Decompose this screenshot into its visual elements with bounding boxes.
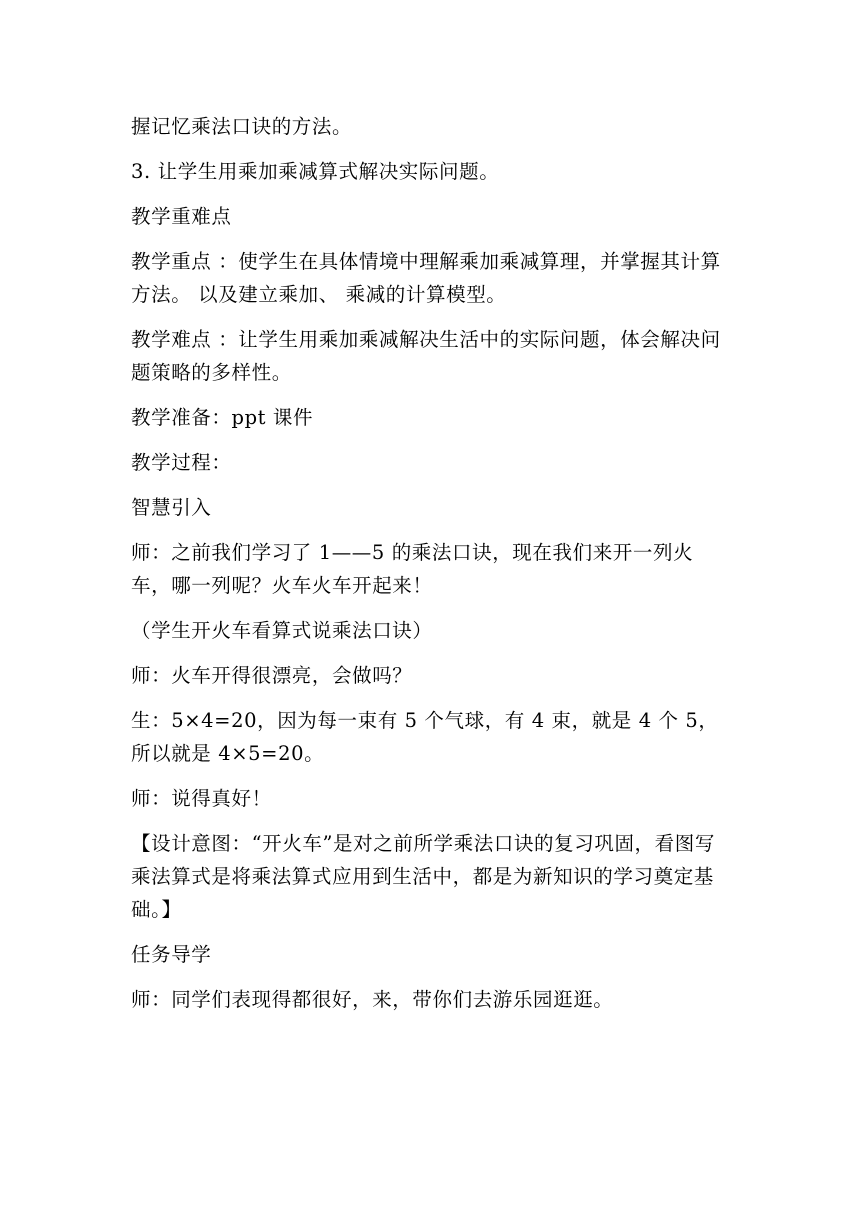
paragraph-objective-3: 3. 让学生用乘加乘减算式解决实际问题。: [131, 160, 500, 183]
paragraph-student-answer: 生：5×4=20，因为每一束有 5 个气球，有 4 束，就是 4 个 5，所以就是 4×5=20。: [131, 709, 719, 765]
paragraph-method-continuation: 握记忆乘法口诀的方法。: [131, 115, 353, 138]
paragraph-teacher-question: 师：火车开得很漂亮，会做吗？: [131, 664, 413, 687]
paragraph-student-activity: （学生开火车看算式说乘法口诀）: [131, 619, 433, 642]
paragraph-teacher-park: 师：同学们表现得都很好，来，带你们去游乐园逛逛。: [131, 988, 614, 1011]
paragraph-teacher-train: 师：之前我们学习了 1——5 的乘法口诀，现在我们来开一列火车，哪一列呢？火车火车开起来！: [131, 541, 694, 597]
paragraph-design-intent: 【设计意图：“开火车”是对之前所学乘法口诀的复习巩固，看图写乘法算式是将乘法算式应用到生活中，都是为新知识的学习奠定基础。】: [131, 832, 715, 921]
paragraph-teacher-praise: 师：说得真好！: [131, 787, 272, 810]
heading-task-guided-learning: 任务导学: [131, 943, 212, 966]
heading-smart-introduction: 智慧引入: [131, 496, 212, 519]
paragraph-key-point: 教学重点 ：使学生在具体情境中理解乘加乘减算理，并掌握其计算方法。 以及建立乘加、 乘减的计算模型。: [131, 250, 721, 306]
heading-key-difficult-points: 教学重难点: [131, 205, 232, 228]
paragraph-difficult-point: 教学难点 ：让学生用乘加乘减解决生活中的实际问题，体会解决问题策略的多样性。: [131, 328, 721, 384]
paragraph-preparation: 教学准备：ppt 课件: [131, 406, 314, 429]
heading-teaching-process: 教学过程：: [131, 451, 232, 474]
document-body: [131, 110, 731, 1028]
